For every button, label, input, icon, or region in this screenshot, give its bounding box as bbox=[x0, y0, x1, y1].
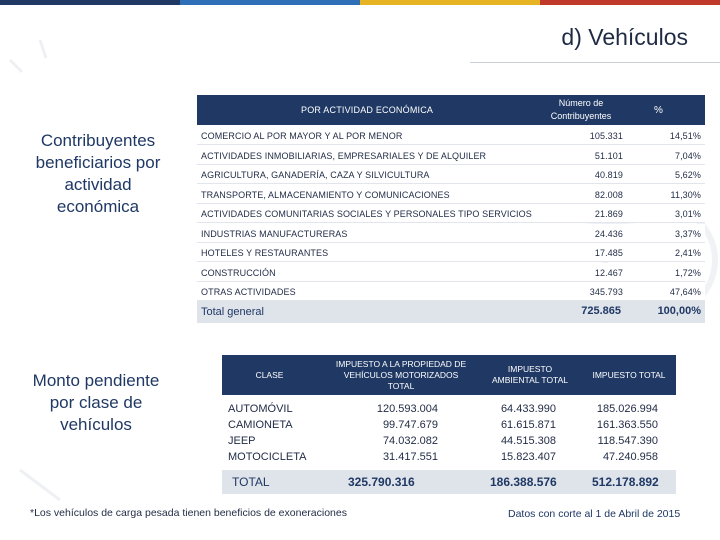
table-row bbox=[197, 185, 705, 204]
row-count: 24.436 bbox=[594, 228, 623, 239]
vehicle-heading: Monto pendiente por clase de vehículos bbox=[32, 371, 160, 434]
cell-clase: CAMIONETA bbox=[228, 419, 293, 431]
column-total bbox=[594, 401, 658, 465]
row-count: 17.485 bbox=[594, 248, 623, 258]
row-activity: ACTIVIDADES COMUNITARIAS SOCIALES Y PERSONALES TIPO SERVICIOS bbox=[201, 209, 532, 219]
column-ambiental bbox=[498, 401, 556, 465]
table-row bbox=[197, 204, 705, 223]
row-activity: HOTELES Y RESTAURANTES bbox=[201, 248, 329, 258]
row-pct: 3,37% bbox=[674, 228, 701, 239]
table-row bbox=[197, 126, 705, 145]
activity-total-row bbox=[197, 301, 705, 323]
row-count: 345.793 bbox=[589, 287, 623, 297]
row-pct: 3,01% bbox=[674, 209, 701, 219]
row-activity: TRANSPORTE, ALMACENAMIENTO Y COMUNICACIONES bbox=[201, 189, 450, 200]
total-count: 725.865 bbox=[581, 305, 621, 317]
activity-table-header bbox=[197, 95, 705, 125]
total-total: 512.178.892 bbox=[592, 475, 659, 489]
cell-ambiental: 15.823.407 bbox=[500, 451, 556, 463]
row-pct: 11,30% bbox=[670, 189, 701, 200]
cell-ambiental: 64.433.990 bbox=[500, 403, 556, 415]
header-number: Número de Contribuyentes bbox=[550, 98, 612, 121]
column-propiedad bbox=[372, 401, 438, 465]
cell-ambiental: 44.515.308 bbox=[500, 435, 556, 447]
table-row bbox=[197, 146, 705, 165]
page-title: d) Vehículos bbox=[561, 24, 688, 50]
row-pct: 5,62% bbox=[674, 170, 701, 180]
total-ambiental: 186.388.576 bbox=[490, 475, 557, 489]
vehicle-total-row bbox=[222, 470, 676, 494]
table-row bbox=[197, 282, 705, 301]
title-divider bbox=[470, 62, 720, 63]
cell-total: 47.240.958 bbox=[602, 451, 658, 463]
footnote: *Los vehículos de carga pesada tienen beneficios de exoneraciones bbox=[30, 507, 347, 519]
row-activity: AGRICULTURA, GANADERÍA, CAZA Y SILVICULTURA bbox=[201, 170, 430, 180]
total-pct: 100,00% bbox=[657, 305, 701, 317]
row-pct: 2,41% bbox=[674, 248, 701, 258]
row-activity: ACTIVIDADES INMOBILIARIAS, EMPRESARIALES Y DE ALQUILER bbox=[201, 150, 487, 161]
row-activity: INDUSTRIAS MANUFACTURERAS bbox=[201, 228, 348, 239]
row-pct: 7,04% bbox=[674, 150, 701, 161]
total-label: Total general bbox=[201, 306, 264, 318]
row-count: 82.008 bbox=[594, 189, 623, 200]
row-activity: CONSTRUCCIÓN bbox=[201, 267, 276, 278]
row-count: 105.331 bbox=[589, 131, 623, 141]
cell-propiedad: 74.032.082 bbox=[382, 435, 438, 447]
row-pct: 47,64% bbox=[669, 287, 701, 297]
activity-heading: Contribuyentes beneficiarios por actividad económica bbox=[35, 131, 161, 216]
table-row bbox=[197, 224, 705, 243]
cell-ambiental: 61.615.871 bbox=[500, 419, 556, 431]
cell-propiedad: 31.417.551 bbox=[382, 451, 438, 463]
cell-total: 161.363.550 bbox=[596, 419, 658, 431]
cell-clase: AUTOMÓVIL bbox=[228, 403, 293, 415]
vehicle-table-header bbox=[222, 355, 676, 395]
row-count: 51.101 bbox=[594, 150, 623, 161]
table-row bbox=[197, 165, 705, 184]
cell-total: 185.026.994 bbox=[596, 403, 658, 415]
data-cutoff-note: Datos con corte al 1 de Abril de 2015 bbox=[508, 508, 681, 520]
header-activity: POR ACTIVIDAD ECONÓMICA bbox=[301, 105, 434, 115]
header-clase: CLASE bbox=[255, 369, 284, 380]
row-count: 40.819 bbox=[594, 170, 623, 180]
row-activity: COMERCIO AL POR MAYOR Y AL POR MENOR bbox=[201, 131, 403, 141]
column-clase bbox=[228, 401, 306, 465]
header-total: IMPUESTO TOTAL bbox=[592, 369, 666, 380]
table-row bbox=[197, 243, 705, 262]
row-count: 21.869 bbox=[594, 209, 623, 219]
row-activity: OTRAS ACTIVIDADES bbox=[201, 287, 296, 297]
header-pct: % bbox=[654, 105, 663, 116]
row-pct: 14,51% bbox=[669, 131, 701, 141]
vehicle-table-body bbox=[222, 396, 676, 466]
row-count: 12.467 bbox=[594, 267, 623, 278]
cell-clase: JEEP bbox=[228, 435, 256, 447]
cell-propiedad: 99.747.679 bbox=[382, 419, 438, 431]
total-label: TOTAL bbox=[232, 475, 270, 489]
top-color-bar bbox=[0, 0, 720, 5]
cell-total: 118.547.390 bbox=[597, 435, 658, 447]
table-row bbox=[197, 263, 705, 282]
header-propiedad: IMPUESTO A LA PROPIEDAD DE VEHÍCULOS MOTORIZADOS TOTAL bbox=[335, 358, 467, 391]
cell-clase: MOTOCICLETA bbox=[228, 451, 307, 463]
header-ambiental: IMPUESTO AMBIENTAL TOTAL bbox=[491, 364, 569, 385]
row-pct: 1,72% bbox=[674, 267, 701, 278]
cell-propiedad: 120.593.004 bbox=[376, 403, 438, 415]
total-propiedad: 325.790.316 bbox=[348, 475, 415, 489]
